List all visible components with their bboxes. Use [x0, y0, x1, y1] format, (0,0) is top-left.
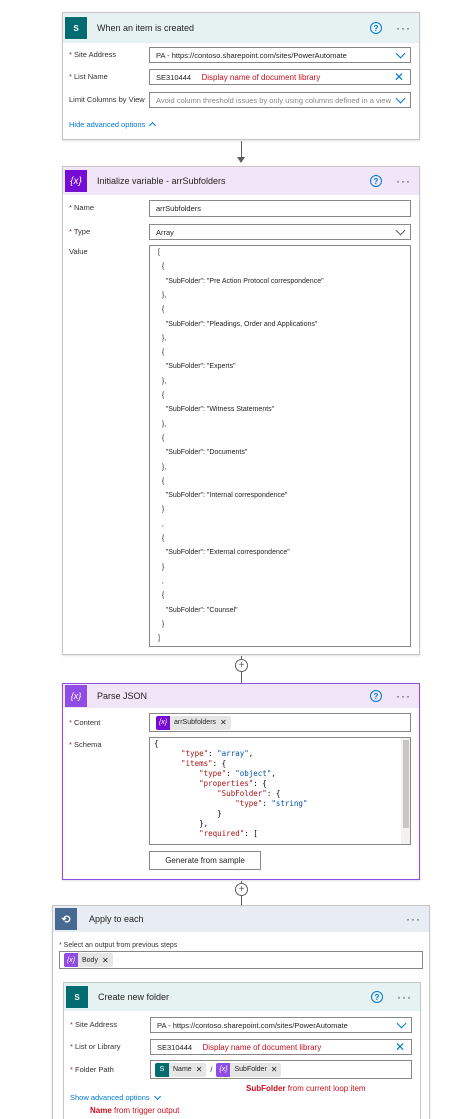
- more-icon[interactable]: ···: [396, 21, 411, 35]
- chevron-down-icon[interactable]: [396, 48, 406, 58]
- value-code-line: }: [158, 563, 165, 571]
- value-code-line: [: [158, 249, 160, 256]
- add-step-icon[interactable]: +: [235, 659, 248, 672]
- value-code-line: "SubFolder": "Pre Action Protocol correspondence": [158, 277, 324, 285]
- value-code-line: "SubFolder": "Pleadings, Order and Applications": [158, 320, 318, 328]
- help-icon[interactable]: ?: [370, 22, 382, 34]
- value-code-line: },: [158, 463, 167, 471]
- schema-open-brace: {: [154, 739, 159, 748]
- value-code-line: },: [158, 291, 167, 299]
- value-code-line: ,: [158, 577, 164, 585]
- help-icon[interactable]: ?: [370, 175, 382, 187]
- schema-code-line: "SubFolder": {: [217, 789, 281, 798]
- schema-editor[interactable]: [149, 737, 411, 845]
- value-code-line: "SubFolder": "Experts": [158, 363, 236, 371]
- content-label: * Content: [69, 718, 101, 727]
- content-input[interactable]: [149, 713, 411, 732]
- parse-json-card: [62, 683, 420, 880]
- chevron-down-icon: [154, 1093, 161, 1100]
- chevron-down-icon[interactable]: [396, 93, 406, 103]
- more-icon[interactable]: ···: [406, 912, 421, 926]
- value-code-line: "SubFolder": "Internal correspondence": [158, 492, 288, 500]
- site-address-dropdown[interactable]: [149, 47, 411, 63]
- variable-icon: {x}: [156, 716, 170, 730]
- variable-value-editor[interactable]: [149, 245, 411, 647]
- value-code-line: "SubFolder": "Counsel": [158, 606, 238, 614]
- path-separator: /: [210, 1065, 213, 1074]
- list-name-dropdown[interactable]: [149, 69, 411, 85]
- value-code-line: {: [158, 434, 165, 442]
- value-code-line: },: [158, 334, 167, 342]
- site-address-label: * Site Address: [69, 50, 117, 59]
- add-step-icon[interactable]: +: [235, 883, 248, 896]
- list-or-library-dropdown[interactable]: [150, 1039, 412, 1055]
- select-output-input[interactable]: [59, 951, 423, 969]
- limit-columns-dropdown[interactable]: [149, 92, 411, 108]
- sharepoint-icon: S: [66, 986, 88, 1008]
- trigger-card: [62, 12, 420, 140]
- sharepoint-icon: S: [155, 1063, 169, 1077]
- site-address-value: PA - https://contoso.sharepoint.com/sites/PowerAutomate: [156, 50, 347, 60]
- arrow-down-icon: [237, 157, 245, 163]
- parse-json-icon: {x}: [64, 953, 78, 967]
- schema-code-line: "properties": {: [199, 779, 267, 788]
- show-advanced-options-link[interactable]: Show advanced options: [70, 1093, 160, 1102]
- folder-site-address-label: * Site Address: [70, 1020, 118, 1029]
- value-code-line: {: [158, 392, 165, 399]
- subfolder-token[interactable]: {x} SubFolder ✕: [216, 1063, 281, 1077]
- value-code-line: },: [158, 377, 167, 385]
- value-code-line: {: [158, 535, 165, 542]
- variable-icon: {x}: [65, 170, 87, 192]
- arrsubfolders-token[interactable]: {x} arrSubfolders ✕: [156, 716, 231, 730]
- value-code-line: ,: [158, 520, 164, 528]
- schema-label: * Schema: [69, 740, 102, 749]
- initialize-variable-title: Initialize variable - arrSubfolders: [97, 176, 226, 186]
- create-folder-card: [63, 982, 421, 1119]
- parse-json-title: Parse JSON: [97, 691, 148, 701]
- select-output-label: * Select an output from previous steps: [59, 942, 178, 949]
- value-code-line: ]: [158, 635, 160, 643]
- parse-json-header[interactable]: [63, 684, 419, 708]
- schema-code-line: "type": "object",: [199, 769, 276, 778]
- close-icon[interactable]: ✕: [195, 1065, 203, 1074]
- list-or-library-annotation: Display name of document library: [202, 1042, 322, 1052]
- more-icon[interactable]: ···: [396, 174, 411, 188]
- schema-scrollbar[interactable]: [401, 738, 410, 844]
- initialize-variable-card: [62, 166, 420, 655]
- limit-columns-placeholder: Avoid column threshold issues by only using columns defined in a view: [156, 95, 391, 105]
- more-icon[interactable]: ···: [397, 990, 412, 1004]
- schema-scrollbar-thumb[interactable]: [403, 740, 409, 828]
- variable-name-input[interactable]: arrSubfolders: [149, 200, 411, 217]
- trigger-header[interactable]: [63, 13, 419, 43]
- variable-value-label: Value: [69, 247, 88, 256]
- variable-name-label: * Name: [69, 203, 95, 212]
- name-annotation: Name from trigger output: [90, 1106, 180, 1115]
- value-code-line: {: [158, 349, 165, 357]
- variable-type-label: * Type: [69, 227, 91, 236]
- value-code-line: {: [158, 306, 165, 314]
- schema-code-line: "type": "string": [235, 799, 308, 808]
- schema-code-line: }: [172, 809, 222, 818]
- close-icon[interactable]: ✕: [393, 70, 404, 84]
- value-code-line: "SubFolder": "Documents": [158, 449, 248, 457]
- help-icon[interactable]: ?: [370, 690, 382, 702]
- close-icon[interactable]: ✕: [220, 718, 227, 727]
- schema-code-line: "items": {: [181, 759, 227, 768]
- trigger-title: When an item is created: [97, 23, 195, 33]
- chevron-up-icon: [149, 122, 156, 129]
- subfolder-annotation: SubFolder from current loop item: [246, 1084, 366, 1093]
- parse-json-icon: {x}: [65, 685, 87, 707]
- apply-to-each-header[interactable]: [53, 906, 429, 932]
- name-token[interactable]: S Name ✕: [155, 1063, 206, 1077]
- loop-icon: ⟲: [55, 908, 77, 930]
- help-icon[interactable]: ?: [371, 991, 383, 1003]
- list-name-annotation: Display name of document library: [201, 72, 321, 82]
- value-code-line: }: [158, 506, 165, 514]
- list-or-library-value: SE310444: [157, 1042, 193, 1052]
- schema-code-line: "type": "array",: [181, 749, 254, 758]
- value-code-line: "SubFolder": "Witness Statements": [158, 406, 275, 414]
- body-token[interactable]: {x} Body ✕: [64, 953, 113, 967]
- hide-advanced-options-link[interactable]: Hide advanced options: [69, 120, 155, 129]
- apply-to-each-title: Apply to each: [89, 914, 144, 924]
- close-icon[interactable]: ✕: [394, 1040, 405, 1054]
- value-code-line: },: [158, 420, 167, 428]
- list-or-library-label: * List or Library: [70, 1042, 121, 1051]
- more-icon[interactable]: ···: [396, 689, 411, 703]
- schema-code-line: },: [172, 819, 209, 828]
- variable-type-dropdown[interactable]: Array: [149, 224, 411, 240]
- limit-columns-label: Limit Columns by View: [69, 95, 145, 104]
- value-code-line: {: [158, 592, 165, 600]
- value-code-line: "SubFolder": "External correspondence": [158, 549, 290, 557]
- close-icon[interactable]: ✕: [101, 955, 109, 965]
- create-folder-title: Create new folder: [98, 992, 170, 1002]
- value-code-line: {: [158, 263, 165, 271]
- parse-json-icon: {x}: [216, 1063, 230, 1077]
- apply-to-each-card: [52, 905, 430, 1119]
- chevron-down-icon[interactable]: [397, 1018, 407, 1028]
- list-name-label: * List Name: [69, 72, 108, 81]
- folder-path-label: * Folder Path: [70, 1065, 114, 1074]
- sharepoint-icon: S: [65, 17, 87, 39]
- close-icon[interactable]: ✕: [270, 1065, 278, 1074]
- value-code-line: }: [158, 620, 165, 628]
- folder-path-input[interactable]: [150, 1060, 412, 1079]
- generate-from-sample-button[interactable]: Generate from sample: [149, 851, 261, 870]
- chevron-down-icon[interactable]: [396, 225, 406, 235]
- initialize-variable-header[interactable]: [63, 167, 419, 195]
- schema-code-line: "required": [: [199, 829, 258, 838]
- list-name-value: SE310444: [156, 72, 192, 82]
- connector-line: [241, 141, 242, 158]
- value-code-line: {: [158, 477, 165, 485]
- folder-site-address-dropdown[interactable]: PA - https://contoso.sharepoint.com/sites/PowerAutomate: [150, 1017, 412, 1033]
- create-folder-header[interactable]: [64, 983, 420, 1011]
